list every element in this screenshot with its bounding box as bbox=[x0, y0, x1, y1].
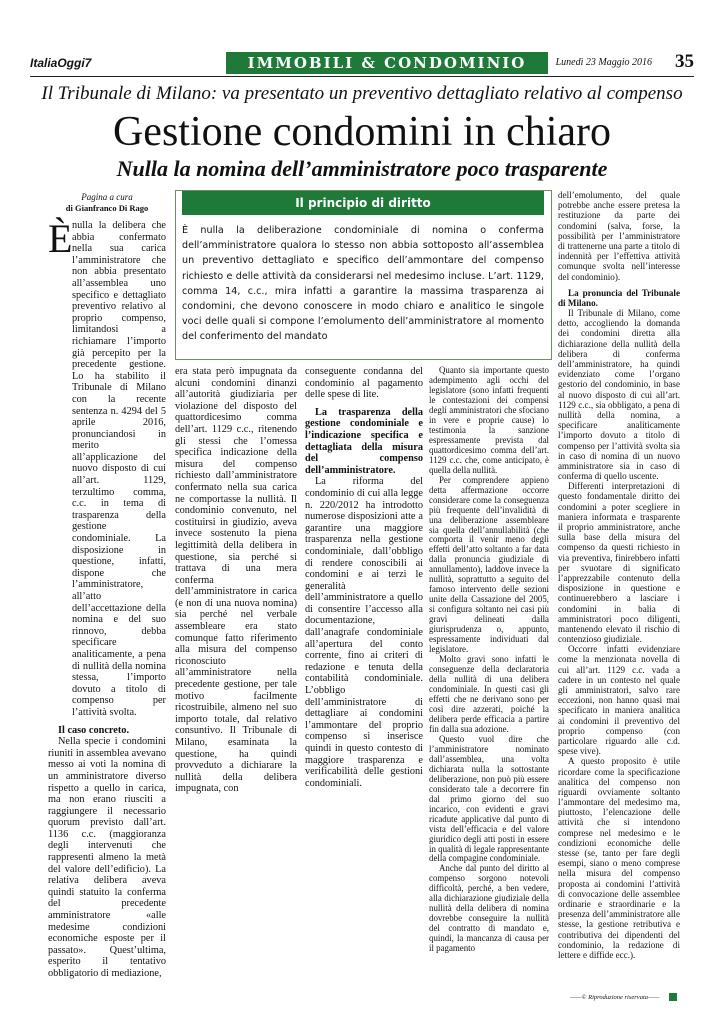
brand-logo: ItaliaOggi7 bbox=[30, 56, 92, 70]
subheadline: Nulla la nomina dell’amministratore poco trasparente bbox=[116, 156, 608, 181]
article-column-3 bbox=[305, 366, 423, 789]
col4-para-3: Molto gravi sono infatti le conseguenze della declaratoria della nullità di una delibera condominiale. In questi casi gli effetti che ne derivano sono per così dire azzerati, poiché la delibera perde efficacia a partire fin dalla sua adozione. bbox=[429, 654, 549, 734]
byline-author: di Gianfranco Di Rago bbox=[65, 203, 149, 213]
col5-para-5: A questo proposito è utile ricordare come la specificazione analitica del compenso non riguardi ovviamente soltanto l’ammontare del medesimo ma, piuttosto, l’elencazione delle attività che si intendono comprese nel medesimo e le condizioni economiche delle stesse (se, tanto per fare degli esempi, siano o meno comprese nella misura del compenso proposta ai condomini l’attività di convocazione delle assemblee ordinarie e straordinarie e la presenza dell’amministratore alle stesse, la gestione retributiva e contributiva dei dipendenti del condominio, la redazione di lettere e diffide ecc.). bbox=[558, 756, 680, 960]
masthead-rule bbox=[30, 76, 694, 77]
principle-box-body: È nulla la deliberazione condominiale di nomina o conferma dell’amministratore qualora lo stesso non abbia sottoposto all’assemblea un preventivo dettagliato e specifico dell’ammontare del compenso richiesto e delle attività da considerarsi nel medesimo incluse. L’art. 1129, comma 14, c.c., mira infatti a garantire la massima trasparenza ai condomini, che devono conoscere in modo chiaro e analitico le singole voci delle quali si compone l’emolumento dell’amministratore al momento del conferimento del mandato bbox=[182, 225, 544, 343]
byline-label: Pagina a cura bbox=[81, 192, 133, 202]
drop-cap: È bbox=[48, 216, 73, 261]
col1-para-2: Nella specie i condomini riuniti in assemblea avevano messo ai voti la nomina di un amministratore diverso rispetto a quello in carica, ma non erano riusciti a raggiungere il necessario quorum previsto dall’art. 1136 c.c. (maggioranza degli intervenuti che rappresenti almeno la metà del valore dell’edificio). La relativa delibera aveva quindi statuito la conferma del precedente amministratore «alle medesime condizioni economiche esposte per il passato». Quest’ultima, esperito il tentativo obbligatorio di mediazione, bbox=[48, 736, 166, 979]
principle-box-title: Il principio di diritto bbox=[182, 191, 544, 215]
article-column-4 bbox=[429, 366, 549, 954]
end-mark-square bbox=[669, 993, 677, 1001]
headline: Gestione condomini in chiaro bbox=[112, 109, 612, 155]
col3-para-1: conseguente condanna del condominio al pagamento delle spese di lite. bbox=[305, 366, 423, 401]
col5-subheading: La pronuncia del Tribunale di Milano. bbox=[558, 287, 680, 308]
article-column-5 bbox=[558, 190, 680, 960]
masthead bbox=[30, 48, 694, 76]
col1-subheading: Il caso concreto. bbox=[58, 724, 130, 736]
col4-para-2: Per comprendere appieno detta affermazione occorre considerare come la conseguenza più frequente dell’invalidità di una deliberazione assembleare sia quella dell’annullabilità (che comporta il venir meno degli effetti dell’atto soltanto a far data dalla pronuncia giudiziale di annullamento), laddove invece la nullità, soprattutto a seguito del famoso intervento delle sezioni unite della Cassazione del 2005, si configura soltanto nei casi più gravi delineati dalla giurisprudenza o, appunto, espressamente individuati dal legislatore. bbox=[429, 474, 549, 655]
col5-para-1: dell’emolumento, del quale potrebbe anche essere pretesa la restituzione da parte dei condomini (salva, forse, la possibilità per l’amministratore di trattenerne una parte a titolo di indennità per l’effettiva attività comunque svolta nell’interesse del condominio). bbox=[558, 190, 680, 282]
col4-para-1: Quanto sia importante questo adempimento agli occhi del legislatore (sono infatti frequenti le contestazioni dei compensi degli amministratori che sfociano in vere e proprie cause) lo testimonia la sanzione espressamente prevista dal quattordicesimo comma dell’art. 1129 c.c. che, come anticipato, è quella della nullità. bbox=[429, 365, 549, 475]
col3-subheading: La trasparenza della gestione condominiale e l’indicazione specifica e dettagliata della misura del compenso dell’amministratore. bbox=[305, 406, 423, 476]
byline bbox=[48, 192, 166, 214]
col2-para-1: era stata però impugnata da alcuni condomini dinanzi all’autorità giudiziaria per violazione del disposto del quattordicesimo comma dell’art. 1129 c.c., ritenendo gli stessi che l’omessa specifica indicazione della misura del compenso richiesto dall’amministratore confermato nella sua carica ne comportasse la nullità. Il condominio convenuto, nel costituirsi in giudizio, aveva invece sostenuto la piena legittimità della delibera in questione, sia perché si trattava di una mera conferma dell’amministratore in carica (e non di una nuova nomina) sia perché nel verbale assembleare era stato comunque fatto riferimento alla misura del compenso riconosciuto all’amministratore nella precedente gestione, per tale motivo facilmente ricostruibile, almeno nel suo importo totale, dal relativo consuntivo. Il Tribunale di Milano, esaminata la questione, ha quindi provveduto a dichiarare la nullità della delibera impugnata, con bbox=[175, 366, 297, 795]
col3-para-2: La riforma del condominio di cui alla legge n. 220/2012 ha introdotto numerose disposizioni atte a garantire una maggiore trasparenza nella gestione condominiale, dall’obbligo di rendere conoscibili ai condomini e ai terzi le generalità dell’amministratore a quello di consentire l’accesso alla documentazione, dall’anagrafe condominiale all’apertura del conto corrente, fino ai criteri di redazione e tenuta della contabilità condominiale. L’obbligo dell’amministratore di dettagliare ai condomini l’ammontare del proprio compenso si inserisce quindi in questo contesto di maggiore trasparenza e verificabilità delle gestioni condominiali. bbox=[305, 476, 423, 789]
section-banner: IMMOBILI & CONDOMINIO bbox=[226, 52, 548, 74]
col4-para-5: Anche dal punto del diritto al compenso sorgono notevoli difficoltà, perché, a ben vedere, alla dichiarazione giudiziale della nullità della delibera di nomina dovrebbe conseguire la nullità del contratto di mandato e, quindi, la mancanza di causa per il pagamento bbox=[429, 863, 549, 954]
article-column-2 bbox=[175, 366, 297, 795]
col5-para-2: Il Tribunale di Milano, come detto, accogliendo la domanda dei condomini diretta alla dichiarazione della nullità della delibera di conferma dell’amministratore, ha quindi evidenziato come l’organo gestorio del condominio, in base al nuovo disposto di cui all’art. 1129 c.c., sia obbligato, a pena di nullità della nomina, a specificare analiticamente l’importo dovuto a titolo di compenso per l’attività svolta sia in caso di nomina di un nuovo amministratore sia in caso di conferma di quello uscente. bbox=[558, 308, 680, 482]
principle-box bbox=[175, 190, 552, 360]
copyright-note: ——© Riproduzione riservata—— bbox=[570, 994, 660, 1001]
page-number: 35 bbox=[675, 51, 694, 72]
article-column-1 bbox=[48, 216, 166, 980]
kicker: Il Tribunale di Milano: va presentato un preventivo dettagliato relativo al compenso bbox=[41, 83, 683, 104]
col5-para-4: Occorre infatti evidenziare come la menzionata novella di cui all’art. 1129 c.c. vada a cadere in un contesto nel quale gli amministratori, salvo rare eccezioni, non hanno quasi mai specificato in maniera analitica ai condomini il preventivo del proprio compenso (con particolare riguardo alle c.d. spese vive). bbox=[558, 644, 680, 757]
col4-para-4: Questo vuol dire che l’amministratore nominato dall’assemblea, una volta dichiarata nulla la sottostante deliberazione, non può più essere considerato tale a decorrere fin dal primo giorno del suo incarico, con evidenti e gravi ricadute applicative dal punto di vista dell’efficacia e del valore giuridico degli atti posti in essere in qualità di legale rappresentante della compagine condominiale. bbox=[429, 733, 549, 864]
col5-para-3: Differenti interpretazioni di questo fondamentale diritto dei condomini a poter scegliere in maniera informata e trasparente il proprio amministratore, anche sulla base della misura del compenso da questi richiesto in via preventiva, finirebbero infatti per svuotare di significato l’apprezzabile contenuto della disposizione in questione e continuerebbero a lasciare i condomini in balia di amministratori poco diligenti, mantenendo elevato il rischio di contenzioso giudiziale. bbox=[558, 481, 680, 645]
issue-date: Lunedì 23 Maggio 2016 bbox=[555, 57, 652, 68]
col1-para-1: nulla la delibera che abbia confermato nella sua carica l’amministratore che non abbia presentato all’assemblea uno specifico e dettagliato preventivo relativo al proprio compenso, limitandosi a richiamare l’importo già percepito per la precedente gestione. Lo ha stabilito il Tribunale di Milano con la recente sentenza n. 4294 del 5 aprile 2016, pronunciandosi in merito all’applicazione del nuovo disposto di cui all’art. 1129, terzultimo comma, c.c. in tema di trasparenza della gestione condominiale. La disposizione in questione, infatti, dispone che l’amministratore, all’atto dell’accettazione della nomina e del suo rinnovo, debba specificare analiticamente, a pena di nullità della nomina stessa, l’importo dovuto a titolo di compenso per l’attività svolta. bbox=[72, 220, 166, 718]
